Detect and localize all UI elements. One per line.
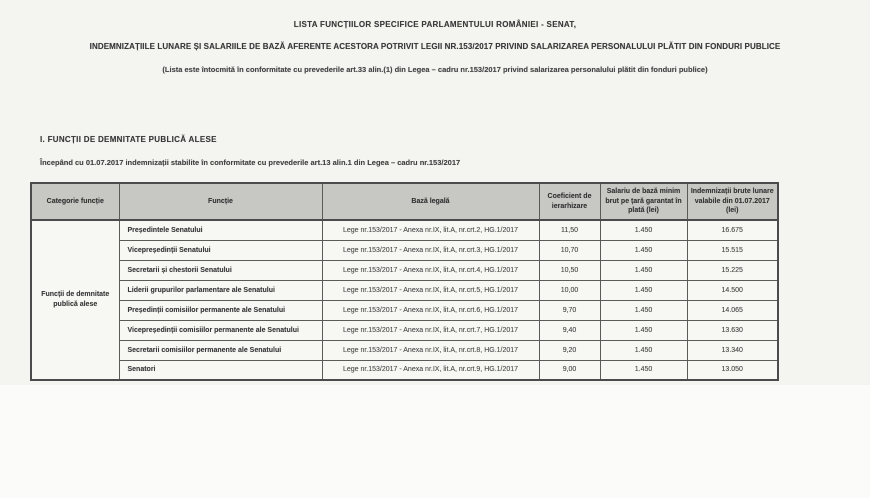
table-row [31,300,778,320]
salariu-baza-cell: 1.450 [600,360,687,380]
functie-cell: Vicepreședinții comisiilor permanente ale Senatului [119,320,322,340]
document-title-line2: INDEMNIZAȚIILE LUNARE ȘI SALARIILE DE BAZĂ AFERENTE ACESTORA POTRIVIT LEGII NR.153/2017 PRIVIND SALARIZAREA PERSONALULUI PLĂTIT DIN FONDURI PUBLICE [89,42,781,51]
salariu-baza-cell: 1.450 [600,240,687,260]
column-header-functie: Funcție [119,183,322,220]
salariu-baza-cell: 1.450 [600,320,687,340]
coeficient-cell: 9,20 [539,340,600,360]
column-header-coeficient: Coeficient de ierarhizare [539,183,600,220]
functie-cell: Secretarii comisiilor permanente ale Senatului [119,340,322,360]
indemnizatie-cell: 13.050 [687,360,778,380]
coeficient-cell: 9,40 [539,320,600,340]
salariu-baza-cell: 1.450 [600,300,687,320]
coeficient-cell: 10,50 [539,260,600,280]
baza-legala-cell: Lege nr.153/2017 - Anexa nr.IX, lit.A, nr.crt.4, HG.1/2017 [322,260,539,280]
indemnizatie-cell: 15.225 [687,260,778,280]
functie-cell: Liderii grupurilor parlamentare ale Senatului [119,280,322,300]
indemnizatie-cell: 15.515 [687,240,778,260]
coeficient-cell: 9,00 [539,360,600,380]
table-row [31,220,778,240]
table-row [31,320,778,340]
baza-legala-cell: Lege nr.153/2017 - Anexa nr.IX, lit.A, nr.crt.6, HG.1/2017 [322,300,539,320]
document-header [0,20,870,74]
section-heading: I. FUNCȚII DE DEMNITATE PUBLICĂ ALESE [40,135,217,144]
salariu-baza-cell: 1.450 [600,340,687,360]
functie-cell: Senatori [119,360,322,380]
column-header-categorie-functie: Categorie funcție [31,183,119,220]
column-header-baza-legala: Bază legală [322,183,539,220]
column-header-salariu-baza: Salariu de bază minim brut pe țară garantat în plată (lei) [600,183,687,220]
indemnizatie-cell: 14.065 [687,300,778,320]
baza-legala-cell: Lege nr.153/2017 - Anexa nr.IX, lit.A, nr.crt.5, HG.1/2017 [322,280,539,300]
document-title-line1: LISTA FUNCȚIILOR SPECIFICE PARLAMENTULUI ROMÂNIEI - SENAT, [293,20,577,29]
category-cell: Funcții de demnitate publică alese [31,220,119,380]
column-header-indemnizatii: Indemnizații brute lunare valabile din 01.07.2017 (lei) [687,183,778,220]
salariu-baza-cell: 1.450 [600,260,687,280]
coeficient-cell: 11,50 [539,220,600,240]
indemnizatie-cell: 16.675 [687,220,778,240]
baza-legala-cell: Lege nr.153/2017 - Anexa nr.IX, lit.A, nr.crt.9, HG.1/2017 [322,360,539,380]
baza-legala-cell: Lege nr.153/2017 - Anexa nr.IX, lit.A, nr.crt.2, HG.1/2017 [322,220,539,240]
table-header-row [31,183,778,220]
salariu-baza-cell: 1.450 [600,280,687,300]
functie-cell: Președinții comisiilor permanente ale Senatului [119,300,322,320]
indemnizatie-cell: 13.340 [687,340,778,360]
baza-legala-cell: Lege nr.153/2017 - Anexa nr.IX, lit.A, nr.crt.3, HG.1/2017 [322,240,539,260]
salariu-baza-cell: 1.450 [600,220,687,240]
table-row [31,360,778,380]
functie-cell: Președintele Senatului [119,220,322,240]
indemnizatie-cell: 14.500 [687,280,778,300]
document-title-line3: (Lista este întocmită în conformitate cu prevederile art.33 alin.(1) din Legea – cadru nr.153/2017 privind salarizarea personalului plătit din fonduri publice) [162,65,708,74]
section-subtitle: Începând cu 01.07.2017 indemnizații stabilite în conformitate cu prevederile art.13 alin.1 din Legea – cadru nr.153/2017 [40,158,461,167]
table-row [31,280,778,300]
functie-cell: Vicepreședinții Senatului [119,240,322,260]
coeficient-cell: 10,00 [539,280,600,300]
indemnizatie-cell: 13.630 [687,320,778,340]
baza-legala-cell: Lege nr.153/2017 - Anexa nr.IX, lit.A, nr.crt.7, HG.1/2017 [322,320,539,340]
table-row [31,240,778,260]
baza-legala-cell: Lege nr.153/2017 - Anexa nr.IX, lit.A, nr.crt.8, HG.1/2017 [322,340,539,360]
functie-cell: Secretarii și chestorii Senatului [119,260,322,280]
coeficient-cell: 10,70 [539,240,600,260]
salary-table [30,182,779,381]
table-row [31,340,778,360]
table-row [31,260,778,280]
coeficient-cell: 9,70 [539,300,600,320]
